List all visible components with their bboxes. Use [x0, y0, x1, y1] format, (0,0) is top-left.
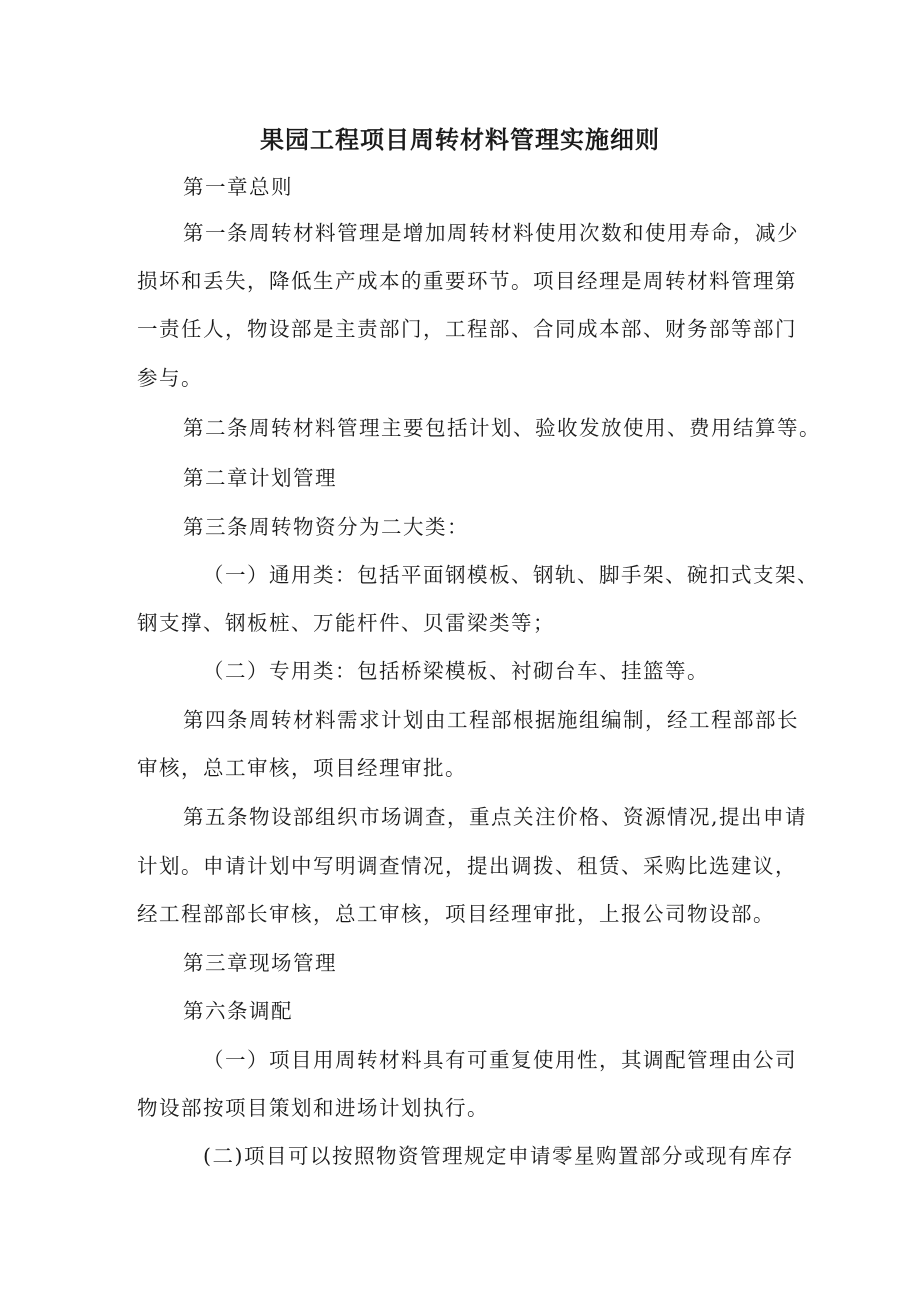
- article-1-line-2: 损坏和丢失，降低生产成本的重要环节。项目经理是周转材料管理第: [137, 269, 797, 293]
- article-3-item-2-line-1: （二）专用类：包括桥梁模板、衬砌台车、挂篮等。: [203, 659, 709, 683]
- chapter-1-heading: 第一章总则: [183, 175, 293, 199]
- article-3-item-1-line-1: （一）通用类：包括平面钢模板、钢轨、脚手架、碗扣式支架、: [203, 563, 819, 587]
- article-3-line-1: 第三条周转物资分为二大类：: [183, 515, 469, 539]
- article-1-line-3: 一责任人，物设部是主责部门，工程部、合同成本部、财务部等部门: [137, 317, 797, 341]
- chapter-3-heading: 第三章现场管理: [183, 951, 337, 975]
- article-6-item-1-line-2: 物设部按项目策划和进场计划执行。: [137, 1096, 489, 1120]
- article-6-item-1-line-1: （一）项目用周转材料具有可重复使用性，其调配管理由公司: [203, 1048, 797, 1072]
- document-title: 果园工程项目周转材料管理实施细则: [260, 125, 660, 154]
- article-4-line-1: 第四条周转材料需求计划由工程部根据施组编制，经工程部部长: [183, 708, 799, 732]
- chapter-2-heading: 第二章计划管理: [183, 466, 337, 490]
- article-4-line-2: 审核，总工审核，项目经理审批。: [137, 756, 467, 780]
- article-2-line-1: 第二条周转材料管理主要包括计划、验收发放使用、费用结算等。: [183, 416, 821, 440]
- article-1-line-1: 第一条周转材料管理是增加周转材料使用次数和使用寿命，减少: [183, 221, 799, 245]
- article-5-line-3: 经工程部部长审核，总工审核，项目经理审批，上报公司物设部。: [137, 902, 775, 926]
- article-6-item-2-line-1: (二)项目可以按照物资管理规定申请零星购置部分或现有库存: [203, 1144, 794, 1168]
- article-6-heading: 第六条调配: [183, 999, 293, 1023]
- article-1-line-4: 参与。: [137, 366, 203, 390]
- article-3-item-1-line-2: 钢支撑、钢板桩、万能杆件、贝雷梁类等；: [137, 611, 555, 635]
- article-5-line-1: 第五条物设部组织市场调查，重点关注价格、资源情况,提出申请: [183, 805, 808, 829]
- article-5-line-2: 计划。申请计划中写明调查情况，提出调拨、租赁、采购比选建议，: [137, 854, 797, 878]
